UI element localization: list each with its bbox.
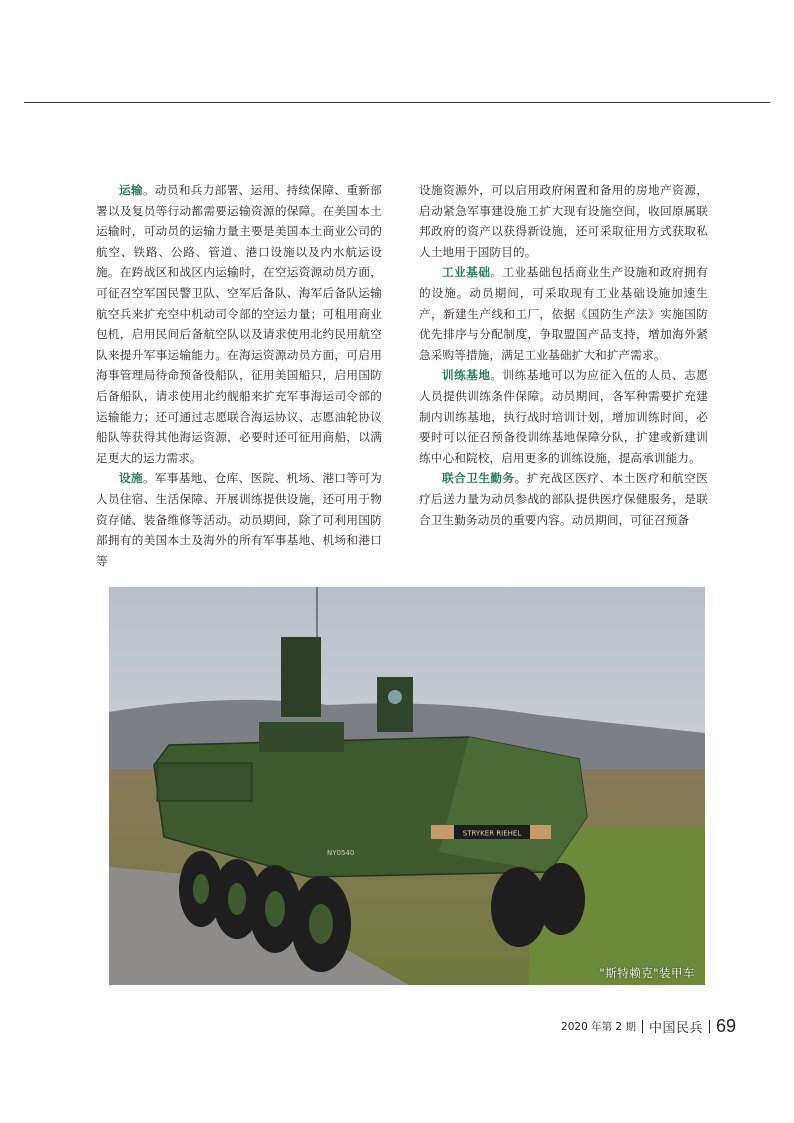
nameplate-text: STRYKER RIEHEL xyxy=(462,829,522,838)
hub xyxy=(309,904,333,944)
paragraph-training-base xyxy=(419,365,708,468)
hull-number: NY0540 xyxy=(327,849,355,857)
wheel xyxy=(537,863,585,935)
keyword-facilities: 设施 xyxy=(119,471,143,486)
magazine-title: 中国民兵 xyxy=(648,1021,703,1036)
paragraph-text: 。训练基地可以为应征入伍的人员、志愿人员提供训练条件保障。动员期间，各军种需要扩充建制内训练基地，执行战时培训计划，增加训练时间，必要时可以征召预备役训练基地保障分队，扩建或新建训练中心和院校，启用更多的训练设施，提高承训能力。 xyxy=(419,368,708,465)
sensor-lens xyxy=(388,690,402,704)
keyword-transport: 运输 xyxy=(119,183,143,197)
issue-label: 2020 年第 2 期 xyxy=(561,1021,636,1033)
paragraph-text: 设施资源外，可以启用政府闲置和备用的房地产资源，启动紧急军事建设施工扩大现有设施空间，收回原属联邦政府的资产以获得新设施，还可采取征用方式获取私人土地用于国防目的。 xyxy=(419,183,708,259)
paragraph-text: 。动员和兵力部署、运用、持续保障、重新部署以及复员等行动都需要运输资源的保障。在美国本土运输时，可动员的运输力量主要是美国本土商业公司的航空、铁路、公路、管道、港口设施以及内水航运设施。在跨战区和战区内运输时，在空运资源动员方面，可征召空军国民警卫队、空军后备队、海军后备队运输航空兵来扩充空中机动司令部的空运力量；可租用商业包机，启用民间后备航空队以及请求使用北约民用航空队来提升军事运输能力。在海运资源动员方面，可启用海事管理局待命预备役船队，征用美国船只，启用国防后备船队，请求使用北约舰船来扩充军事海运司令部的运输能力；还可通过志愿联合海运协议、志愿油轮协议船队等获得其他海运资源，必要时还可征用商船，以满足更大的运力需求。 xyxy=(96,183,382,465)
header-rule xyxy=(24,102,770,103)
keyword-medical: 联合卫生勤务 xyxy=(442,471,515,486)
text-column-right xyxy=(419,180,708,530)
page-number: 69 xyxy=(715,1016,736,1036)
page-footer xyxy=(561,1016,736,1037)
text-column-left xyxy=(96,180,382,571)
footer-divider xyxy=(642,1020,643,1033)
side-armor xyxy=(157,763,252,801)
paragraph-industrial-base xyxy=(419,262,708,365)
sensor-mast xyxy=(377,677,413,732)
stryker-photo xyxy=(109,587,705,985)
launcher-pod xyxy=(281,637,321,717)
hub xyxy=(193,874,209,904)
turret-base xyxy=(259,722,344,752)
paragraph-text: 。扩充战区医疗、本土医疗和航空医疗后送力量为动员参战的部队提供医疗保健服务，是联合卫生勤务动员的重要内容。动员期间，可征召预备 xyxy=(419,471,709,527)
keyword-industrial-base: 工业基础 xyxy=(442,265,491,280)
paragraph-text: 。工业基础包括商业生产设施和政府拥有的设施。动员期间，可采取现有工业基础设施加速生产，新建生产线和工厂，依据《国防生产法》实施国防优先排序与分配制度，争取盟国产品支持，增加海外紧急采购等措施，满足工业基础扩大和扩产需求。 xyxy=(419,265,708,362)
footer-divider xyxy=(709,1020,710,1033)
paragraph-facilities-cont xyxy=(419,180,708,262)
hub xyxy=(228,883,246,915)
photo-caption: "斯特赖克"装甲车 xyxy=(599,966,695,980)
paragraph-text: 。军事基地、仓库、医院、机场、港口等可为人员住宿、生活保障、开展训练提供设施，还可用于物资存储、装备维修等活动。动员期间，除了可利用国防部拥有的美国本土及海外的所有军事基地、机场和港口等 xyxy=(96,471,382,568)
keyword-training-base: 训练基地 xyxy=(442,368,491,383)
paragraph-medical xyxy=(419,468,708,530)
hub xyxy=(265,891,285,927)
vehicle-illustration xyxy=(109,587,705,985)
paragraph-facilities xyxy=(96,468,382,571)
paragraph-transport xyxy=(96,180,382,468)
